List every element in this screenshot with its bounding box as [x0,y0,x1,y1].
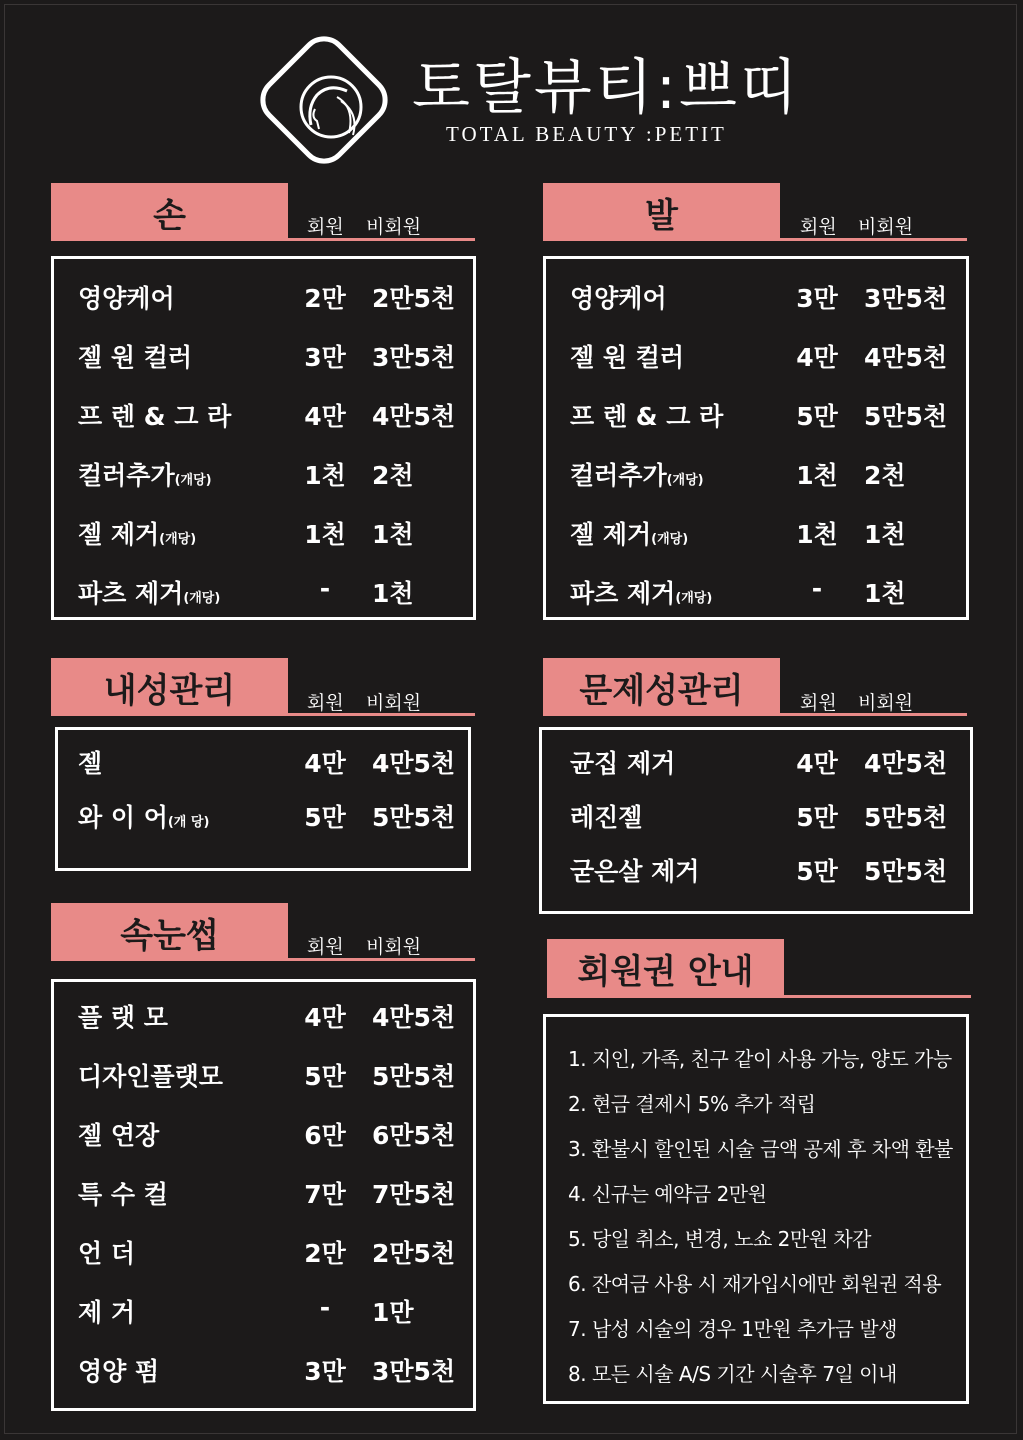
item-name: 균집 제거 [570,749,676,778]
price-row [542,798,970,838]
nonmember-price: 4만5천 [372,749,456,778]
nonmember-price: 4만5천 [372,1003,456,1032]
item-name: 젤 원 컬러 [78,343,193,372]
price-row [54,1175,473,1215]
item-name: 특 수 컬 [78,1180,168,1209]
member-price: 3만 [304,1357,346,1386]
membership-note: 2. 현금 결제시 5% 추가 적립 [568,1092,816,1116]
nonmember-price: 6만5천 [372,1121,456,1150]
price-box-hand [51,256,476,620]
membership-note: 3. 환불시 할인된 시술 금액 공제 후 차액 환불 [568,1137,953,1161]
member-price: 7만 [304,1180,346,1209]
price-row [54,1352,473,1392]
price-box-ingrown [55,727,471,871]
price-row [546,279,966,319]
column-header-member: 회원 [307,216,344,238]
member-price: 4만 [304,402,346,431]
member-price: 5만 [304,1062,346,1091]
member-price: 6만 [304,1121,346,1150]
nonmember-price: 1천 [372,520,414,549]
item-name: 컬러추가(개당) [570,461,704,490]
member-price: 5만 [796,857,838,886]
member-price: 5만 [796,803,838,832]
membership-note: 1. 지인, 가족, 친구 같이 사용 가능, 양도 가능 [568,1047,952,1071]
nonmember-price: 4만5천 [372,402,456,431]
membership-note: 4. 신규는 예약금 2만원 [568,1182,767,1206]
price-box-lash [51,979,476,1411]
member-price: 4만 [796,343,838,372]
membership-note: 6. 잔여금 사용 시 재가입시에만 회원권 적용 [568,1272,942,1296]
price-row [542,852,970,892]
item-name: 영양케어 [570,284,667,313]
column-header-nonmember: 비회원 [858,692,914,714]
membership-note: 7. 남성 시술의 경우 1만원 추가금 발생 [568,1317,897,1341]
item-note: (개 당) [167,815,210,830]
nonmember-price: 4만5천 [864,749,948,778]
brand-name-korean: 토탈뷰티:쁘띠 [412,53,801,123]
price-row [54,456,473,496]
price-row [54,1234,473,1274]
member-price: 5만 [796,402,838,431]
item-name: 프 렌 & 그 라 [570,402,724,431]
column-header-nonmember: 비회원 [858,216,914,238]
price-row [546,574,966,614]
section-underline [547,995,971,998]
price-row [546,397,966,437]
nonmember-price: 4만5천 [864,343,948,372]
price-row [54,515,473,555]
item-name: 파츠 제거(개당) [570,579,713,608]
column-header-member: 회원 [800,692,837,714]
nonmember-price: 5만5천 [864,857,948,886]
price-box-foot [543,256,969,620]
section-title-foot: 발 [543,183,780,241]
price-row [546,515,966,555]
nonmember-price: 5만5천 [864,402,948,431]
price-row [54,279,473,319]
nonmember-price: 2천 [864,461,906,490]
item-name: 젤 제거(개당) [570,520,689,549]
section-title-hand: 손 [51,183,288,241]
member-price: 1천 [304,461,346,490]
item-note: (개당) [675,591,713,606]
price-row [54,397,473,437]
member-price: 1천 [304,520,346,549]
column-header-member: 회원 [307,936,344,958]
price-row [546,456,966,496]
column-header-nonmember: 비회원 [366,692,422,714]
brand-name-english: TOTAL BEAUTY :PETIT [446,122,727,146]
member-price: 4만 [304,1003,346,1032]
nonmember-price: 3만5천 [372,343,456,372]
price-row [54,1116,473,1156]
item-name: 파츠 제거(개당) [78,579,221,608]
item-name: 언 더 [78,1239,136,1268]
membership-notice-box [543,1014,969,1404]
member-price: - [319,1293,331,1322]
price-row [546,338,966,378]
item-name: 플 랫 모 [78,1003,168,1032]
price-row [54,1293,473,1333]
column-header-nonmember: 비회원 [366,936,422,958]
nonmember-price: 2만5천 [372,284,456,313]
section-title-membership: 회원권 안내 [547,939,784,997]
price-row [54,1057,473,1097]
item-note: (개당) [183,591,221,606]
nonmember-price: 5만5천 [372,803,456,832]
item-name: 영양 펌 [78,1357,160,1386]
nonmember-price: 1천 [372,579,414,608]
membership-note: 8. 모든 시술 A/S 기간 시술후 7일 이내 [568,1362,897,1386]
item-name: 레진젤 [570,803,643,832]
section-title-problem: 문제성관리 [543,658,780,716]
price-row [54,574,473,614]
item-name: 프 렌 & 그 라 [78,402,232,431]
member-price: 2만 [304,1239,346,1268]
nonmember-price: 3만5천 [372,1357,456,1386]
column-header-nonmember: 비회원 [366,216,422,238]
price-box-problem [539,727,973,914]
price-row [542,744,970,784]
item-name: 젤 제거(개당) [78,520,197,549]
nonmember-price: 2만5천 [372,1239,456,1268]
price-row [58,798,468,838]
member-price: 2만 [304,284,346,313]
member-price: - [319,574,331,603]
item-name: 와 이 어(개 당) [78,803,210,832]
member-price: 5만 [304,803,346,832]
item-note: (개당) [651,532,689,547]
item-name: 젤 [78,749,103,778]
price-row [54,338,473,378]
price-row [58,744,468,784]
item-name: 굳은살 제거 [570,857,700,886]
nonmember-price: 5만5천 [372,1062,456,1091]
item-name: 컬러추가(개당) [78,461,212,490]
nonmember-price: 1천 [864,520,906,549]
member-price: 1천 [796,520,838,549]
nonmember-price: 2천 [372,461,414,490]
item-name: 젤 원 컬러 [570,343,685,372]
item-note: (개당) [666,473,704,488]
brand-logo [250,26,397,173]
nonmember-price: 1천 [864,579,906,608]
membership-note: 5. 당일 취소, 변경, 노쇼 2만원 차감 [568,1227,872,1251]
section-title-ingrown: 내성관리 [51,658,288,716]
nonmember-price: 1만 [372,1298,414,1327]
member-price: 4만 [304,749,346,778]
price-row [54,998,473,1038]
item-note: (개당) [174,473,212,488]
item-note: (개당) [159,532,197,547]
nonmember-price: 5만5천 [864,803,948,832]
member-price: 4만 [796,749,838,778]
item-name: 영양케어 [78,284,175,313]
section-title-lash: 속눈썹 [51,903,288,961]
item-name: 젤 연장 [78,1121,160,1150]
member-price: - [811,574,823,603]
item-name: 디자인플랫모 [78,1062,223,1091]
item-name: 제 거 [78,1298,136,1327]
nonmember-price: 3만5천 [864,284,948,313]
column-header-member: 회원 [800,216,837,238]
member-price: 3만 [796,284,838,313]
nonmember-price: 7만5천 [372,1180,456,1209]
column-header-member: 회원 [307,692,344,714]
member-price: 1천 [796,461,838,490]
member-price: 3만 [304,343,346,372]
